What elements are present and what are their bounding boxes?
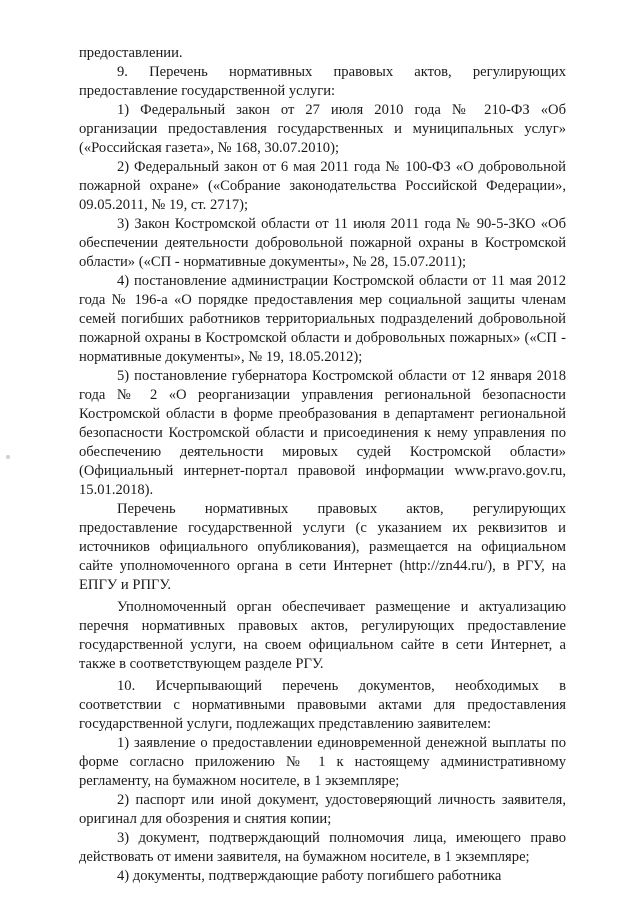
paragraph-document-4: 4) документы, подтверждающие работу погибшего работника	[117, 868, 502, 884]
paragraph-list-publication: Перечень нормативных правовых актов, регулирующих предоставление государственной услуги (с указанием их реквизитов и источников официального опубликования), размещается на официальном сайте уполномоченного органа в сети Интернет (http://zn44.ru/), в РГУ, на ЕПГУ и РПГУ.	[79, 501, 566, 593]
paragraph-act-5: 5) постановление губернатора Костромской области от 12 января 2018 года № 2 «О реорганизации управления региональной безопасности Костромской области в форме преобразования в департамент региональной безопасности Костромской области и присоединения к нему управления по обеспечению деятельности мировых судей Костромской области» (Официальный интернет-портал правовой информации www.pravo.gov.ru, 15.01.2018).	[79, 368, 566, 498]
paragraph-list-maintenance: Уполномоченный орган обеспечивает размещение и актуализацию перечня нормативных правовых актов, регулирующих предоставление государственной услуги, на своем официальном сайте в сети Интернет, а также в соответствующем разделе РГУ.	[79, 599, 566, 672]
paragraph-section-9-heading: 9. Перечень нормативных правовых актов, регулирующих предоставление государственной услуги:	[79, 64, 566, 99]
scan-speck	[6, 455, 10, 459]
paragraph-act-3: 3) Закон Костромской области от 11 июля 2011 года № 90-5-ЗКО «Об обеспечении деятельности добровольной пожарной охраны в Костромской области» («СП - нормативные документы», № 28, 15.07.2011);	[79, 216, 566, 270]
paragraph-continuation: предоставлении.	[79, 45, 183, 61]
paragraph-section-10-heading: 10. Исчерпывающий перечень документов, необходимых в соответствии с нормативными правовыми актами для предоставления государственной услуги, подлежащих представлению заявителем:	[79, 678, 566, 732]
paragraph-document-2: 2) паспорт или иной документ, удостоверяющий личность заявителя, оригинал для обозрения и снятия копии;	[79, 792, 566, 827]
document-body	[79, 44, 566, 886]
paragraph-act-4: 4) постановление администрации Костромской области от 11 мая 2012 года № 196-а «О порядке предоставления мер социальной защиты членам семей погибших работников территориальных подразделений добровольной пожарной охраны в Костромской области и добровольных пожарных» («СП - нормативные документы», № 19, 18.05.2012);	[79, 273, 566, 365]
paragraph-act-1: 1) Федеральный закон от 27 июля 2010 года № 210-ФЗ «Об организации предоставления государственных и муниципальных услуг» («Российская газета», № 168, 30.07.2010);	[79, 102, 566, 156]
paragraph-document-1: 1) заявление о предоставлении единовременной денежной выплаты по форме согласно приложению № 1 к настоящему административному регламенту, на бумажном носителе, в 1 экземпляре;	[79, 735, 566, 789]
paragraph-act-2: 2) Федеральный закон от 6 мая 2011 года № 100-ФЗ «О добровольной пожарной охране» («Собрание законодательства Российской Федерации», 09.05.2011, № 19, ст. 2717);	[79, 159, 566, 213]
paragraph-document-3: 3) документ, подтверждающий полномочия лица, имеющего право действовать от имени заявителя, на бумажном носителе, в 1 экземпляре;	[79, 830, 566, 865]
